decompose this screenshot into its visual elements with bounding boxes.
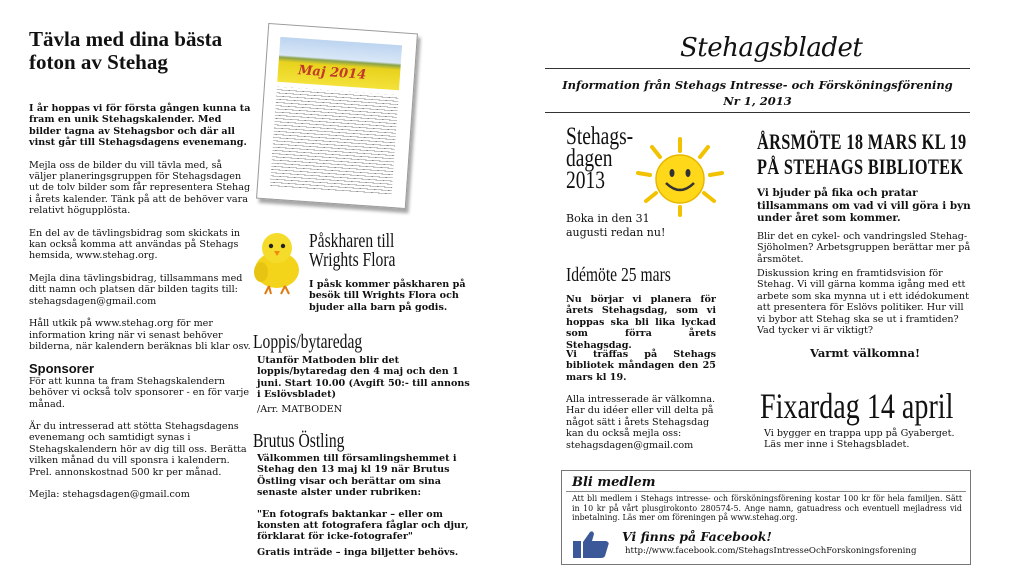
heading-line: dagen — [566, 145, 613, 172]
brutus-heading: Brutus Östling — [253, 430, 345, 452]
sponsor-paragraph: Är du intresserad att stötta Stehagsdagens evenemang och samtidigt synas i Stehagskalendern hör av dig till oss. Berätta vilken månad du vill sponsra i kalendern. Prel. annonskostnad 500 kr per månad. — [29, 420, 247, 478]
masthead-divider — [545, 68, 970, 69]
smiling-sun-icon — [630, 137, 730, 217]
membership-divider — [566, 491, 966, 492]
brutus-text: Välkommen till församlingshemmet i Stehag den 13 maj kl 19 när Brutus Östling visar och berättar om sina senaste alster under rubriken: — [257, 453, 457, 499]
masthead-divider — [545, 112, 970, 113]
competition-paragraph: Mejla dina tävlingsbidrag, tillsammans med ditt namn och platsen där bilden tagits till: stehagsdagen@gmail.com — [29, 272, 243, 307]
newsletter-title: Stehagsbladet — [680, 33, 863, 63]
brutus-footer: Gratis inträde – inga biljetter behövs. — [257, 546, 459, 558]
calendar-month: Maj 2014 — [297, 63, 367, 83]
newsletter-issue: Nr 1, 2013 — [723, 94, 792, 108]
idea-meeting-text: Nu börjar vi planera för årets Stehagsdag, som vi hoppas ska bli lika lyckad som förra årets Stehagsdag. — [566, 294, 716, 351]
fixing-day-heading: Fixardag 14 april — [760, 386, 954, 426]
annual-meeting-text: Diskussion kring en framtidsvision för Stehag. Vi vill gärna komma igång med ett arbete som ska mynna ut i ett idédokument att presentera för Eslövs politiker. Hur vill vi bybor att Stehag ska se ut i framtiden? Vad tycker vi är viktigt? — [757, 268, 969, 337]
competition-intro: I år hoppas vi för första gången kunna ta fram en unik Stehagskalender. Med bilder tagna av Stehagsbor och där all vinst går till Stehagsdagens evenemang. — [29, 103, 251, 149]
annual-meeting-heading: PÅ STEHAGS BIBLIOTEK — [757, 154, 964, 179]
calendar-image — [256, 23, 418, 209]
brutus-article — [257, 453, 475, 558]
fixing-day-text: Vi bygger en trappa upp på Gyaberget. Läs mer inne i Stehagsbladet. — [764, 428, 955, 451]
membership-heading: Bli medlem — [572, 475, 656, 490]
competition-paragraph: Mejla oss de bilder du vill tävla med, så väljer planeringsgruppen för Stehagsdagen ut de tolv bilder som får representera Stehag i årets kalender. Tänk på att de behöver vara relativt högupplösta. — [29, 159, 251, 217]
heading-line: Stehags- — [566, 123, 634, 150]
annual-meeting-text: Blir det en cykel- och vandringsled Stehag-Sjöholmen? Arbetsgruppen berättar mer på årsmötet. — [757, 231, 971, 265]
sponsor-contact: Mejla: stehagsdagen@gmail.com — [29, 488, 190, 500]
flea-market-text: Utanför Matboden blir det loppis/bytaredag den 4 maj och den 1 juni. Start 10.00 (Avgift 50:- till annons i Eslövsbladet) — [257, 355, 470, 401]
rapeseed-field-photo — [277, 37, 402, 90]
facebook-like-icon — [572, 529, 612, 559]
easter-bunny-heading — [309, 232, 395, 270]
heading-line: 2013 — [566, 167, 605, 194]
membership-text: Att bli medlem i Stehags intresse- och försköningsförening kostar 100 kr för hela familjen. Sätt in 10 kr på vårt plusgirokonto 280574-5. Ange namn, gatuadress och eventuell mejladress vid inbetalning. Läs mer om föreningen på www.stehag.org. — [572, 494, 962, 523]
brutus-quote: "En fotografs baktankar – eller om konsten att fotografera fåglar och djur, förklarat för icke-fotografer" — [257, 508, 469, 543]
competition-title: Tävla med dina bästa foton av Stehag — [29, 27, 223, 74]
easter-chick-image — [247, 228, 307, 296]
newsletter-subtitle: Information från Stehags Intresse- och Försköningsförening — [562, 78, 953, 92]
idea-meeting-heading: Idémöte 25 mars — [566, 264, 671, 286]
flea-market-organizer: /Arr. MATBODEN — [257, 404, 343, 415]
idea-meeting-text: Alla intresserade är välkomna. Har du idéer eller vill delta på något sätt i årets Stehagsdag kan du också mejla oss: stehagsdagen@gmail.com — [566, 394, 716, 451]
annual-meeting-welcome: Varmt välkomna! — [809, 346, 921, 360]
idea-meeting-text: Vi träffas på Stehags bibliotek måndagen den 25 mars kl 19. — [566, 349, 716, 383]
sponsor-paragraph: För att kunna ta fram Stehagskalendern behöver vi också tolv sponsorer - en för varje månad. — [29, 375, 250, 410]
facebook-url[interactable]: http://www.facebook.com/StehagsIntresseOchForskoningsforening — [625, 546, 917, 556]
flea-market-heading: Loppis/bytaredag — [253, 331, 363, 353]
heading-line: Påskharen till — [309, 230, 395, 252]
heading-line: Wrights Flora — [309, 249, 396, 271]
stehagsdagen-text: Boka in den 31 augusti redan nu! — [566, 212, 666, 239]
annual-meeting-text: Vi bjuder på fika och pratar tillsammans om vad vi vill göra i byn under året som kommer. — [757, 187, 971, 225]
competition-paragraph: Håll utkik på www.stehag.org för mer information kring när vi senast behöver bilderna, när kalendern beräknas bli klar osv. — [29, 318, 251, 352]
easter-bunny-text: I påsk kommer påskharen på besök till Wrights Flora och bjuder alla barn på godis. — [309, 279, 466, 313]
competition-article — [29, 103, 251, 511]
calendar-grid — [270, 87, 399, 195]
competition-paragraph: En del av de tävlingsbidrag som skickats in kan också komma att användas på Stehags hemsida, www.stehag.org. — [29, 227, 241, 262]
stehagsdagen-heading — [566, 123, 634, 194]
sponsor-heading: Sponsorer — [29, 361, 95, 377]
annual-meeting-heading: ÅRSMÖTE 18 MARS KL 19 — [757, 129, 967, 154]
facebook-label: Vi finns på Facebook! — [622, 529, 772, 544]
